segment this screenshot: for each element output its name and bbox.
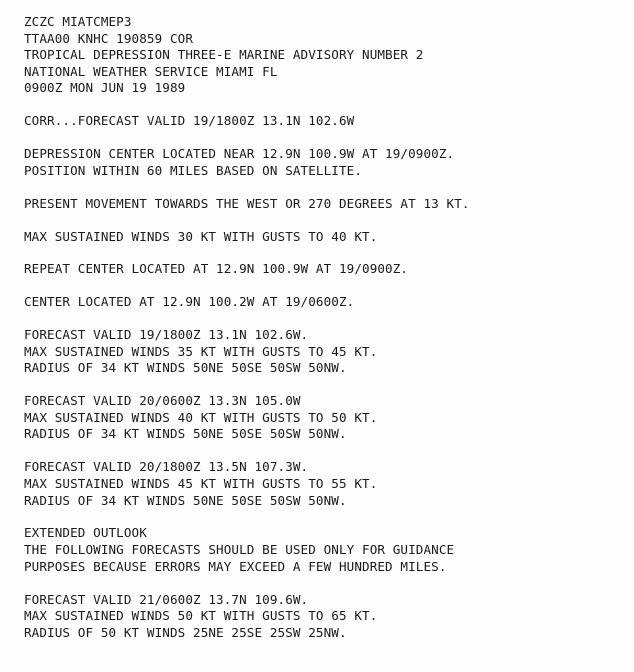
header-line: NATIONAL WEATHER SERVICE MIAMI FL	[24, 63, 278, 79]
forecast-paragraph-3	[24, 459, 624, 509]
extended-forecast-line: RADIUS OF 50 KT WINDS 25NE 25SE 25SW 25NW.	[24, 624, 347, 640]
marine-advisory-text	[24, 14, 624, 641]
extended-forecast-line: MAX SUSTAINED WINDS 50 KT WITH GUSTS TO 65 KT.	[24, 608, 378, 624]
center-location-line: DEPRESSION CENTER LOCATED NEAR 12.9N 100.9W AT 19/0900Z.	[24, 146, 455, 162]
previous-center-paragraph	[24, 294, 624, 311]
forecast-line: FORECAST VALID 19/1800Z 13.1N 102.6W.	[24, 327, 309, 343]
repeat-center-paragraph	[24, 261, 624, 278]
paragraph-gap	[24, 278, 624, 294]
forecast-paragraph-1	[24, 327, 624, 377]
correction-line: CORR...FORECAST VALID 19/1800Z 13.1N 102.6W	[24, 113, 355, 129]
previous-center-line: CENTER LOCATED AT 12.9N 100.2W AT 19/0600Z.	[24, 294, 355, 310]
paragraph-gap	[24, 575, 624, 591]
forecast-line: FORECAST VALID 20/1800Z 13.5N 107.3W.	[24, 459, 309, 475]
repeat-center-line: REPEAT CENTER LOCATED AT 12.9N 100.9W AT 19/0900Z.	[24, 261, 409, 277]
forecast-line: RADIUS OF 34 KT WINDS 50NE 50SE 50SW 50NW.	[24, 360, 347, 376]
paragraph-gap	[24, 212, 624, 228]
advisory-header	[24, 14, 624, 97]
forecast-line: MAX SUSTAINED WINDS 40 KT WITH GUSTS TO 50 KT.	[24, 409, 378, 425]
present-movement-paragraph	[24, 196, 624, 213]
header-line: TTAA00 KNHC 190859 COR	[24, 30, 194, 46]
paragraph-gap	[24, 509, 624, 525]
forecast-line: FORECAST VALID 20/0600Z 13.3N 105.0W	[24, 393, 301, 409]
extended-outlook-line: THE FOLLOWING FORECASTS SHOULD BE USED ONLY FOR GUIDANCE	[24, 542, 455, 558]
extended-outlook-paragraph	[24, 525, 624, 575]
forecast-line: RADIUS OF 34 KT WINDS 50NE 50SE 50SW 50NW.	[24, 492, 347, 508]
center-location-line: POSITION WITHIN 60 MILES BASED ON SATELLITE.	[24, 162, 363, 178]
extended-outlook-line: PURPOSES BECAUSE ERRORS MAY EXCEED A FEW HUNDRED MILES.	[24, 558, 447, 574]
center-location-paragraph	[24, 146, 624, 179]
paragraph-gap	[24, 443, 624, 459]
extended-forecast-paragraph	[24, 592, 624, 642]
paragraph-gap	[24, 245, 624, 261]
paragraph-gap	[24, 377, 624, 393]
paragraph-gap	[24, 311, 624, 327]
paragraph-gap	[24, 179, 624, 195]
forecast-paragraph-2	[24, 393, 624, 443]
header-line: ZCZC MIATCMEP3	[24, 14, 132, 29]
extended-forecast-line: FORECAST VALID 21/0600Z 13.7N 109.6W.	[24, 591, 309, 607]
paragraph-gap	[24, 97, 624, 113]
max-winds-line: MAX SUSTAINED WINDS 30 KT WITH GUSTS TO 40 KT.	[24, 228, 378, 244]
max-winds-paragraph	[24, 229, 624, 246]
paragraph-gap	[24, 130, 624, 146]
correction-paragraph	[24, 113, 624, 130]
forecast-line: MAX SUSTAINED WINDS 45 KT WITH GUSTS TO 55 KT.	[24, 475, 378, 491]
extended-outlook-line: EXTENDED OUTLOOK	[24, 525, 147, 541]
forecast-line: MAX SUSTAINED WINDS 35 KT WITH GUSTS TO 45 KT.	[24, 343, 378, 359]
present-movement-line: PRESENT MOVEMENT TOWARDS THE WEST OR 270 DEGREES AT 13 KT.	[24, 195, 470, 211]
header-line: TROPICAL DEPRESSION THREE-E MARINE ADVISORY NUMBER 2	[24, 47, 424, 63]
forecast-line: RADIUS OF 34 KT WINDS 50NE 50SE 50SW 50NW.	[24, 426, 347, 442]
header-line: 0900Z MON JUN 19 1989	[24, 80, 186, 96]
